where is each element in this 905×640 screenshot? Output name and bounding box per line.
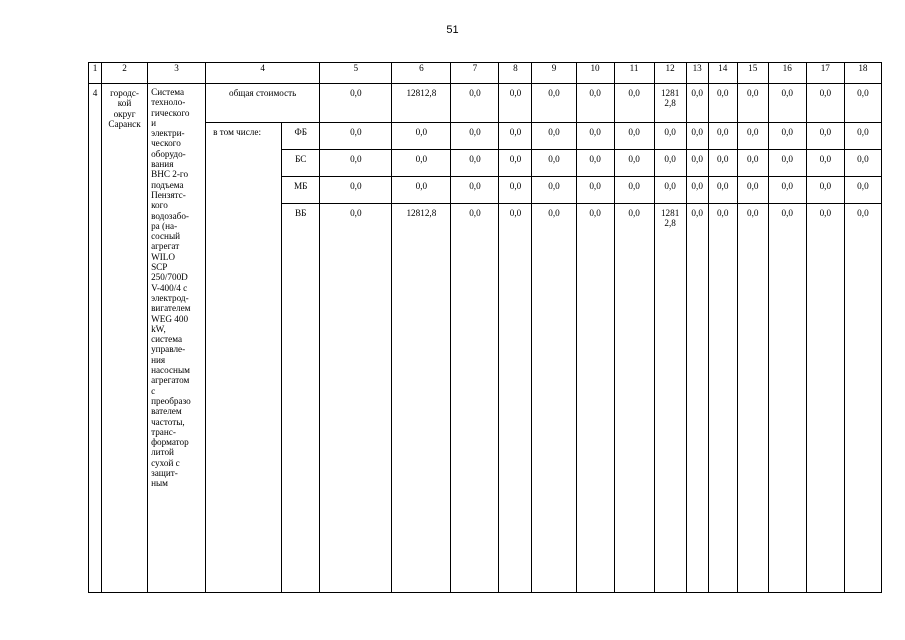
table-row [89, 123, 882, 150]
header-cell: 1 [89, 63, 102, 84]
value-cell: 0,0 [708, 84, 737, 123]
value-cell: 0,0 [614, 84, 654, 123]
value-cell: 0,0 [320, 177, 392, 204]
value-cell: 0,0 [499, 123, 532, 150]
value-cell: 0,0 [532, 150, 576, 177]
value-cell: 0,0 [806, 177, 844, 204]
row-number-cell: 4 [89, 84, 102, 593]
object-name-cell: Система техноло- гического и электри- ческого oборудо- вания ВНС 2-го подъема Пензятс- кого водозабо- ра (на- сосный агрегат WILO SCP 250/700D V-400/4 с электрод- вигателем WEG 400 kW, система управле- ния насосным агрегатом с преобразо вателем частоты, транс- форматор литой сухой с защит- ным [148, 84, 206, 593]
value-cell: 0,0 [768, 204, 806, 593]
value-cell: 0,0 [320, 84, 392, 123]
value-cell: 0,0 [768, 177, 806, 204]
value-cell: 0,0 [806, 150, 844, 177]
value-cell: 0,0 [576, 177, 614, 204]
value-cell: 0,0 [737, 84, 768, 123]
header-cell: 17 [806, 63, 844, 84]
value-cell: 0,0 [451, 150, 499, 177]
value-cell: 0,0 [844, 150, 881, 177]
value-cell: 0,0 [532, 84, 576, 123]
header-cell: 7 [451, 63, 499, 84]
value-cell: 0,0 [499, 177, 532, 204]
fund-source-cell: ФБ [282, 123, 320, 150]
value-cell: 0,0 [576, 204, 614, 593]
value-cell: 0,0 [576, 150, 614, 177]
value-cell: 0,0 [614, 177, 654, 204]
value-cell: 0,0 [737, 150, 768, 177]
budget-table [88, 62, 882, 593]
value-cell: 0,0 [614, 123, 654, 150]
value-cell: 0,0 [654, 150, 686, 177]
table-row [89, 84, 882, 123]
value-cell: 0,0 [768, 150, 806, 177]
header-cell: 6 [392, 63, 451, 84]
header-cell: 13 [686, 63, 708, 84]
value-cell: 0,0 [844, 84, 881, 123]
value-cell: 0,0 [451, 84, 499, 123]
header-cell: 3 [148, 63, 206, 84]
value-cell: 0,0 [737, 177, 768, 204]
value-cell: 0,0 [686, 150, 708, 177]
header-row [89, 63, 882, 84]
value-cell: 0,0 [499, 84, 532, 123]
value-cell: 0,0 [320, 150, 392, 177]
value-cell: 0,0 [686, 204, 708, 593]
fund-source-cell: МБ [282, 177, 320, 204]
value-cell: 0,0 [708, 177, 737, 204]
header-cell: 2 [102, 63, 148, 84]
value-cell: 0,0 [392, 150, 451, 177]
header-cell: 10 [576, 63, 614, 84]
header-cell: 9 [532, 63, 576, 84]
value-cell: 0,0 [392, 123, 451, 150]
value-cell: 0,0 [708, 150, 737, 177]
value-cell: 0,0 [708, 204, 737, 593]
value-cell: 0,0 [737, 204, 768, 593]
fund-source-cell: БС [282, 150, 320, 177]
fund-source-cell: ВБ [282, 204, 320, 593]
value-cell: 0,0 [654, 177, 686, 204]
value-cell: 0,0 [686, 84, 708, 123]
header-cell: 8 [499, 63, 532, 84]
value-cell: 0,0 [806, 84, 844, 123]
including-label-cell: в том числе: [206, 123, 282, 593]
value-cell: 0,0 [576, 84, 614, 123]
total-label-cell: общая стоимость [206, 84, 320, 123]
value-cell: 0,0 [392, 177, 451, 204]
value-cell: 0,0 [844, 123, 881, 150]
value-cell: 0,0 [806, 123, 844, 150]
header-cell: 16 [768, 63, 806, 84]
value-cell: 0,0 [614, 204, 654, 593]
value-cell: 0,0 [737, 123, 768, 150]
header-cell: 18 [844, 63, 881, 84]
header-cell: 5 [320, 63, 392, 84]
value-cell: 0,0 [499, 204, 532, 593]
value-cell: 0,0 [844, 177, 881, 204]
header-cell: 14 [708, 63, 737, 84]
value-cell: 0,0 [320, 123, 392, 150]
municipality-cell: городс- кой округ Саранск [102, 84, 148, 593]
value-cell: 0,0 [708, 123, 737, 150]
header-cell: 11 [614, 63, 654, 84]
header-cell: 12 [654, 63, 686, 84]
value-cell: 1281 2,8 [654, 204, 686, 593]
value-cell: 0,0 [686, 123, 708, 150]
value-cell: 0,0 [499, 150, 532, 177]
value-cell: 0,0 [576, 123, 614, 150]
value-cell: 0,0 [451, 204, 499, 593]
value-cell: 0,0 [844, 204, 881, 593]
value-cell: 0,0 [768, 123, 806, 150]
value-cell: 0,0 [768, 84, 806, 123]
page-number: 51 [446, 24, 459, 36]
value-cell: 12812,8 [392, 204, 451, 593]
header-cell: 15 [737, 63, 768, 84]
value-cell: 0,0 [451, 123, 499, 150]
value-cell: 12812,8 [392, 84, 451, 123]
value-cell: 0,0 [614, 150, 654, 177]
header-cell: 4 [206, 63, 320, 84]
value-cell: 0,0 [654, 123, 686, 150]
value-cell: 0,0 [532, 204, 576, 593]
value-cell: 1281 2,8 [654, 84, 686, 123]
value-cell: 0,0 [532, 177, 576, 204]
value-cell: 0,0 [686, 177, 708, 204]
value-cell: 0,0 [320, 204, 392, 593]
value-cell: 0,0 [532, 123, 576, 150]
value-cell: 0,0 [451, 177, 499, 204]
value-cell: 0,0 [806, 204, 844, 593]
